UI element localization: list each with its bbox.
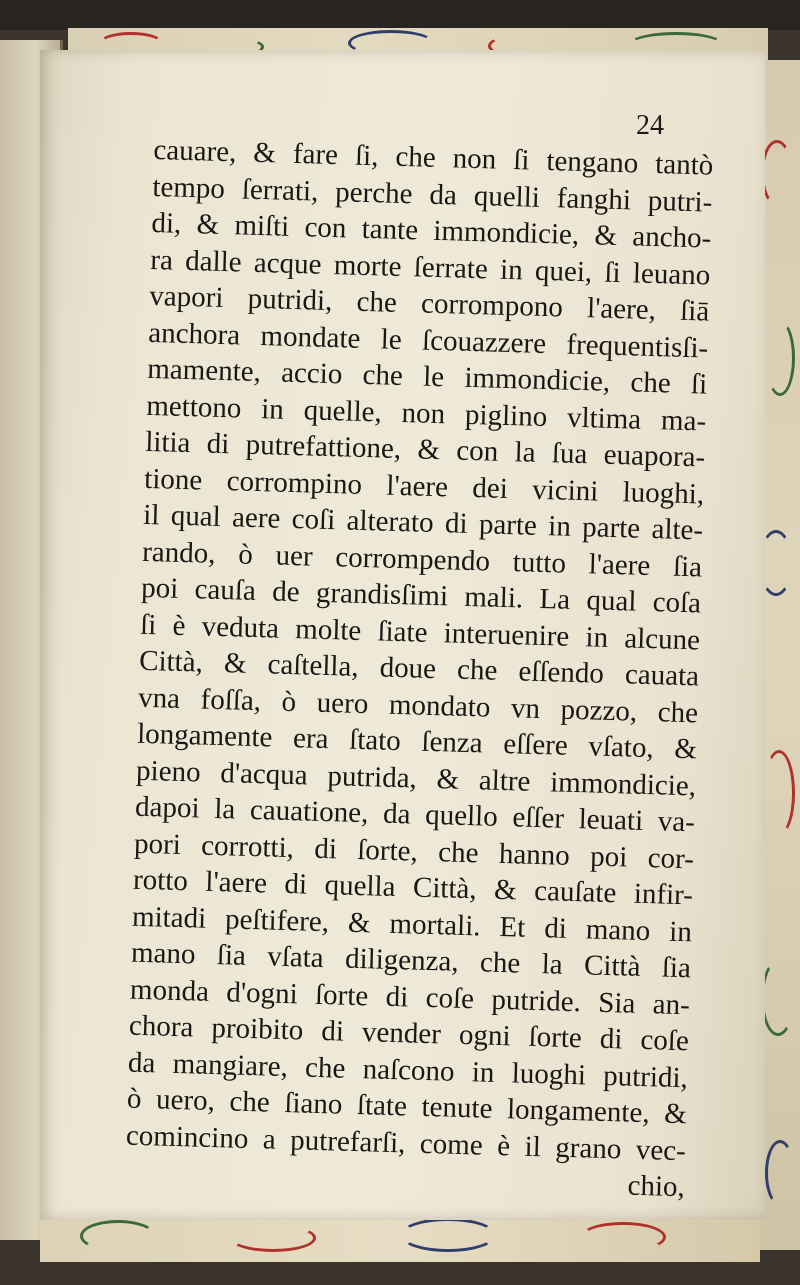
text-line: ſi è veduta molte ſiate interuenire in alcune bbox=[139, 608, 701, 656]
text-line: cauare, & fare ſi, che non ſi tengano tantò bbox=[153, 133, 714, 182]
text-line: tempo ſerrati, perche da quelli fanghi putri- bbox=[152, 170, 713, 219]
text-line: litia di putrefattione, & con la ſua euapora- bbox=[144, 425, 706, 474]
text-line: ò uero, che ſiano ſtate tenute longamente, & bbox=[126, 1082, 688, 1131]
text-line: pori corrotti, di ſorte, che hanno poi cor- bbox=[133, 827, 695, 875]
marbling-swirl bbox=[763, 750, 795, 836]
text-line: monda d'ogni ſorte di coſe putride. Sia an- bbox=[129, 973, 691, 1021]
catchword: chio, bbox=[627, 1169, 686, 1204]
marbling-swirl bbox=[230, 1224, 316, 1252]
text-line: chora proibito di vender ogni ſorte di coſe bbox=[128, 1009, 690, 1058]
text-line: poi cauſa de grandisſimi mali. La qual coſa bbox=[140, 571, 702, 620]
text-line: mano ſia vſata diligenza, che la Città ſia bbox=[130, 936, 692, 985]
text-line: mamente, accio che le immondicie, che ſi bbox=[146, 352, 708, 401]
marbling-swirl bbox=[80, 1220, 156, 1252]
page-number: 24 bbox=[636, 110, 664, 141]
page-body-text bbox=[124, 132, 713, 1206]
marbling-swirl bbox=[580, 1222, 666, 1252]
text-line: mitadi peſtifere, & mortali. Et di mano in bbox=[131, 900, 693, 948]
marbling-swirl bbox=[761, 960, 795, 1036]
text-line: rando, ò uer corrompendo tutto l'aere ſia bbox=[141, 535, 703, 583]
scanner-edge bbox=[0, 0, 800, 30]
text-line: di, & miſti con tante immondicie, & ancho- bbox=[151, 206, 712, 255]
text-line: dapoi la cauatione, da quello eſſer leuati va- bbox=[134, 790, 696, 839]
text-line: pieno d'acqua putrida, & altre immondicie, bbox=[135, 754, 697, 802]
text-line: ra dalle acque morte ſerrate in quei, ſi leuano bbox=[149, 243, 711, 292]
marbling-swirl bbox=[761, 140, 793, 206]
text-line: Città, & caſtella, doue che eſſendo cauata bbox=[138, 644, 700, 693]
text-line: vapori putridi, che corrompono l'aere, ſiā bbox=[148, 279, 710, 328]
text-line: vna foſſa, ò uero mondato vn pozzo, che bbox=[137, 681, 699, 729]
text-line: rotto l'aere di quella Città, & cauſate infir- bbox=[132, 863, 694, 912]
text-line: comincino a putrefarſi, come è il grano vec- bbox=[125, 1119, 687, 1167]
marbling-swirl bbox=[765, 320, 795, 396]
text-line: il qual aere coſi alterato di parte in parte alte- bbox=[142, 498, 704, 547]
text-line: longamente era ſtato ſenza eſſere vſato, & bbox=[136, 717, 698, 766]
text-line: da mangiare, che naſcono in luoghi putridi, bbox=[127, 1046, 689, 1094]
marbling-swirl bbox=[400, 1218, 496, 1252]
text-line: tione corrompino l'aere dei vicini luoghi, bbox=[143, 462, 705, 510]
text-line: mettono in quelle, non piglino vltima ma- bbox=[145, 389, 707, 438]
marbling-swirl bbox=[765, 1140, 795, 1206]
text-line: anchora mondate le ſcouazzere frequentisſi- bbox=[147, 316, 709, 365]
